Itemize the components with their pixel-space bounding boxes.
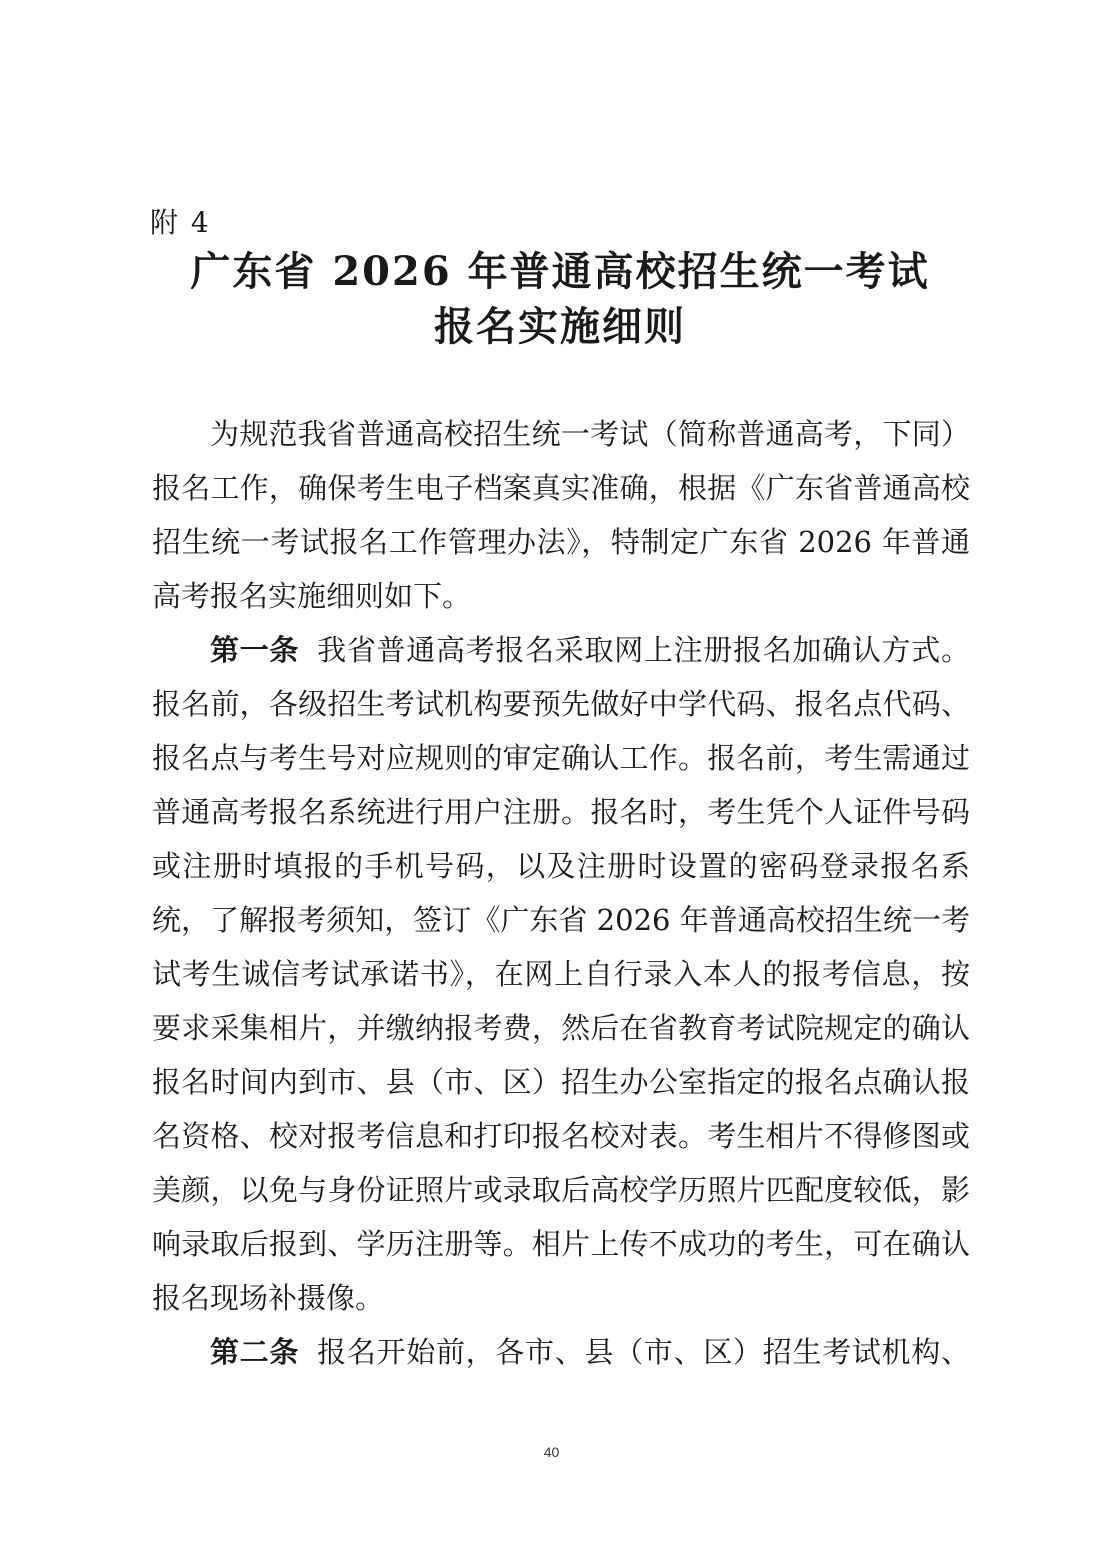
article-2-text: 报名开始前，各市、县（市、区）招生考试机构、 bbox=[317, 1335, 970, 1369]
article-1-first-line bbox=[210, 630, 970, 670]
article-1-line: 响录取后报到、学历注册等。相片上传不成功的考生，可在确认 bbox=[152, 1227, 970, 1261]
intro-line: 高考报名实施细则如下。 bbox=[152, 579, 472, 613]
article-1-text: 我省普通高考报名采取网上注册报名加确认方式。 bbox=[317, 633, 970, 667]
document-title-line-1: 广东省 2026 年普通高校招生统一考试 bbox=[190, 248, 930, 295]
article-2-heading: 第二条 bbox=[210, 1335, 300, 1369]
article-1-line: 统，了解报考须知，签订《广东省 2026 年普通高校招生统一考 bbox=[152, 903, 970, 937]
article-1-heading: 第一条 bbox=[210, 633, 300, 667]
article-2-first-line bbox=[210, 1332, 970, 1372]
article-1-line: 名资格、校对报考信息和打印报名校对表。考生相片不得修图或 bbox=[152, 1119, 970, 1153]
intro-line: 报名工作，确保考生电子档案真实准确，根据《广东省普通高校 bbox=[152, 471, 970, 505]
article-1-line: 试考生诚信考试承诺书》，在网上自行录入本人的报考信息，按 bbox=[152, 957, 970, 991]
article-1-line: 报名前，各级招生考试机构要预先做好中学代码、报名点代码、 bbox=[152, 687, 970, 721]
intro-line: 为规范我省普通高校招生统一考试（简称普通高考，下同） bbox=[210, 417, 970, 451]
article-1-line: 报名现场补摄像。 bbox=[152, 1281, 385, 1315]
document-title-line-2: 报名实施细则 bbox=[434, 303, 686, 350]
article-1-line: 要求采集相片，并缴纳报考费，然后在省教育考试院规定的确认 bbox=[152, 1011, 970, 1045]
article-1-line: 报名时间内到市、县（市、区）招生办公室指定的报名点确认报 bbox=[152, 1065, 970, 1099]
article-1-line: 美颜，以免与身份证照片或录取后高校学历照片匹配度较低，影 bbox=[152, 1173, 970, 1207]
attachment-label: 附 4 bbox=[150, 206, 211, 239]
article-1-line: 报名点与考生号对应规则的审定确认工作。报名前，考生需通过 bbox=[152, 741, 970, 775]
article-1-line: 普通高考报名系统进行用户注册。报名时，考生凭个人证件号码 bbox=[152, 795, 970, 829]
article-1-line: 或注册时填报的手机号码，以及注册时设置的密码登录报名系 bbox=[152, 849, 970, 883]
page-number: 40 bbox=[543, 1444, 560, 1460]
intro-line: 招生统一考试报名工作管理办法》，特制定广东省 2026 年普通 bbox=[152, 525, 970, 559]
